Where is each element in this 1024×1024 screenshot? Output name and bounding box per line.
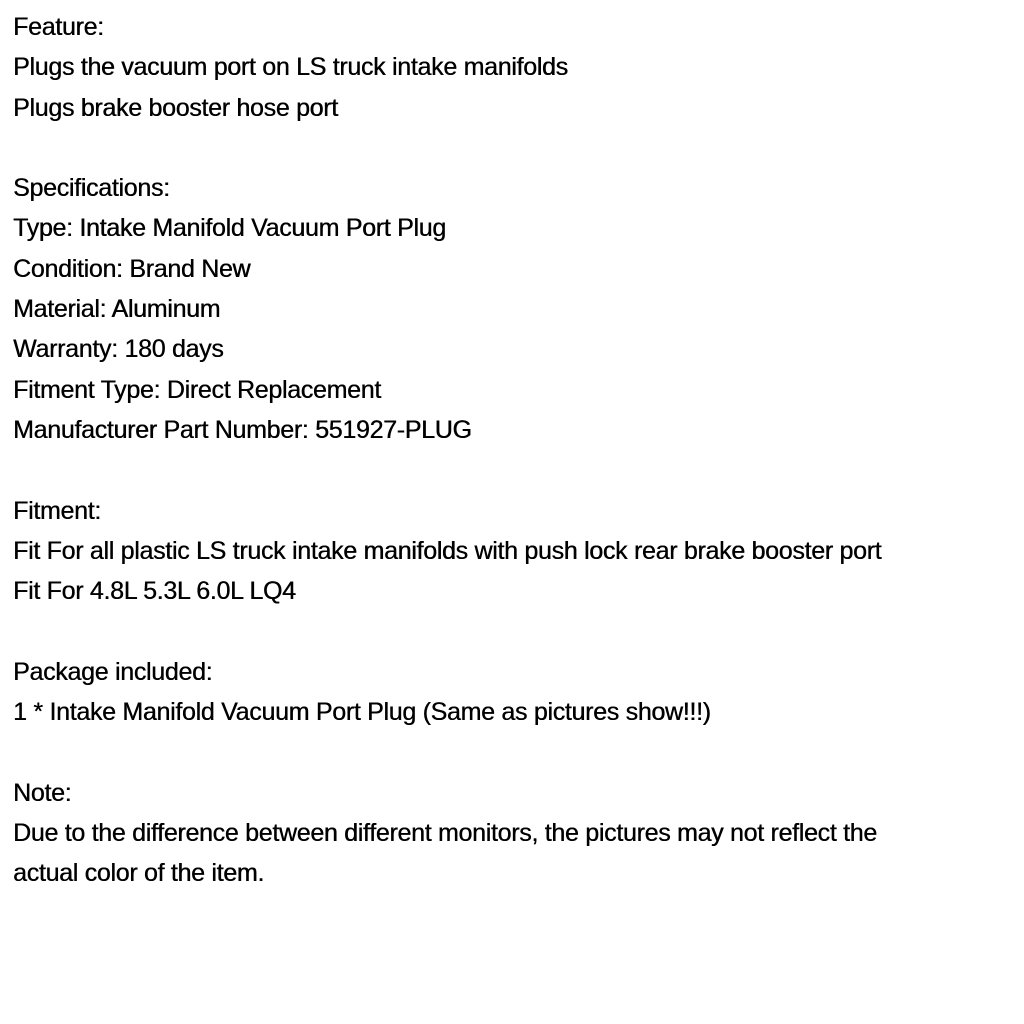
text-line: Due to the difference between different monitors, the pictures may not reflect the (13, 818, 877, 847)
text-line: Plugs the vacuum port on LS truck intake manifolds (13, 53, 568, 82)
section-heading: Fitment: (13, 496, 101, 525)
section-note (13, 773, 1014, 894)
section-feature (13, 7, 1014, 128)
spec-fitment-type: Fitment Type: Direct Replacement (13, 375, 381, 404)
section-heading: Feature: (13, 13, 104, 41)
section-specifications (13, 168, 1014, 450)
section-package-included (13, 652, 1014, 733)
text-line: Plugs brake booster hose port (13, 93, 338, 122)
spec-condition: Condition: Brand New (13, 254, 251, 283)
text-line: Fit For all plastic LS truck intake manifolds with push lock rear brake booster port (13, 536, 882, 565)
section-heading: Specifications: (13, 174, 170, 203)
text-line: Fit For 4.8L 5.3L 6.0L LQ4 (13, 577, 296, 606)
text-line: actual color of the item. (13, 859, 264, 888)
section-heading: Package included: (13, 657, 213, 686)
spec-warranty: Warranty: 180 days (13, 335, 224, 364)
spec-part-number: Manufacturer Part Number: 551927-PLUG (13, 415, 472, 444)
section-fitment (13, 491, 1014, 612)
text-line: 1 * Intake Manifold Vacuum Port Plug (Same as pictures show!!!) (13, 698, 711, 727)
section-heading: Note: (13, 778, 72, 807)
spec-type: Type: Intake Manifold Vacuum Port Plug (13, 214, 446, 243)
spec-material: Material: Aluminum (13, 295, 221, 324)
